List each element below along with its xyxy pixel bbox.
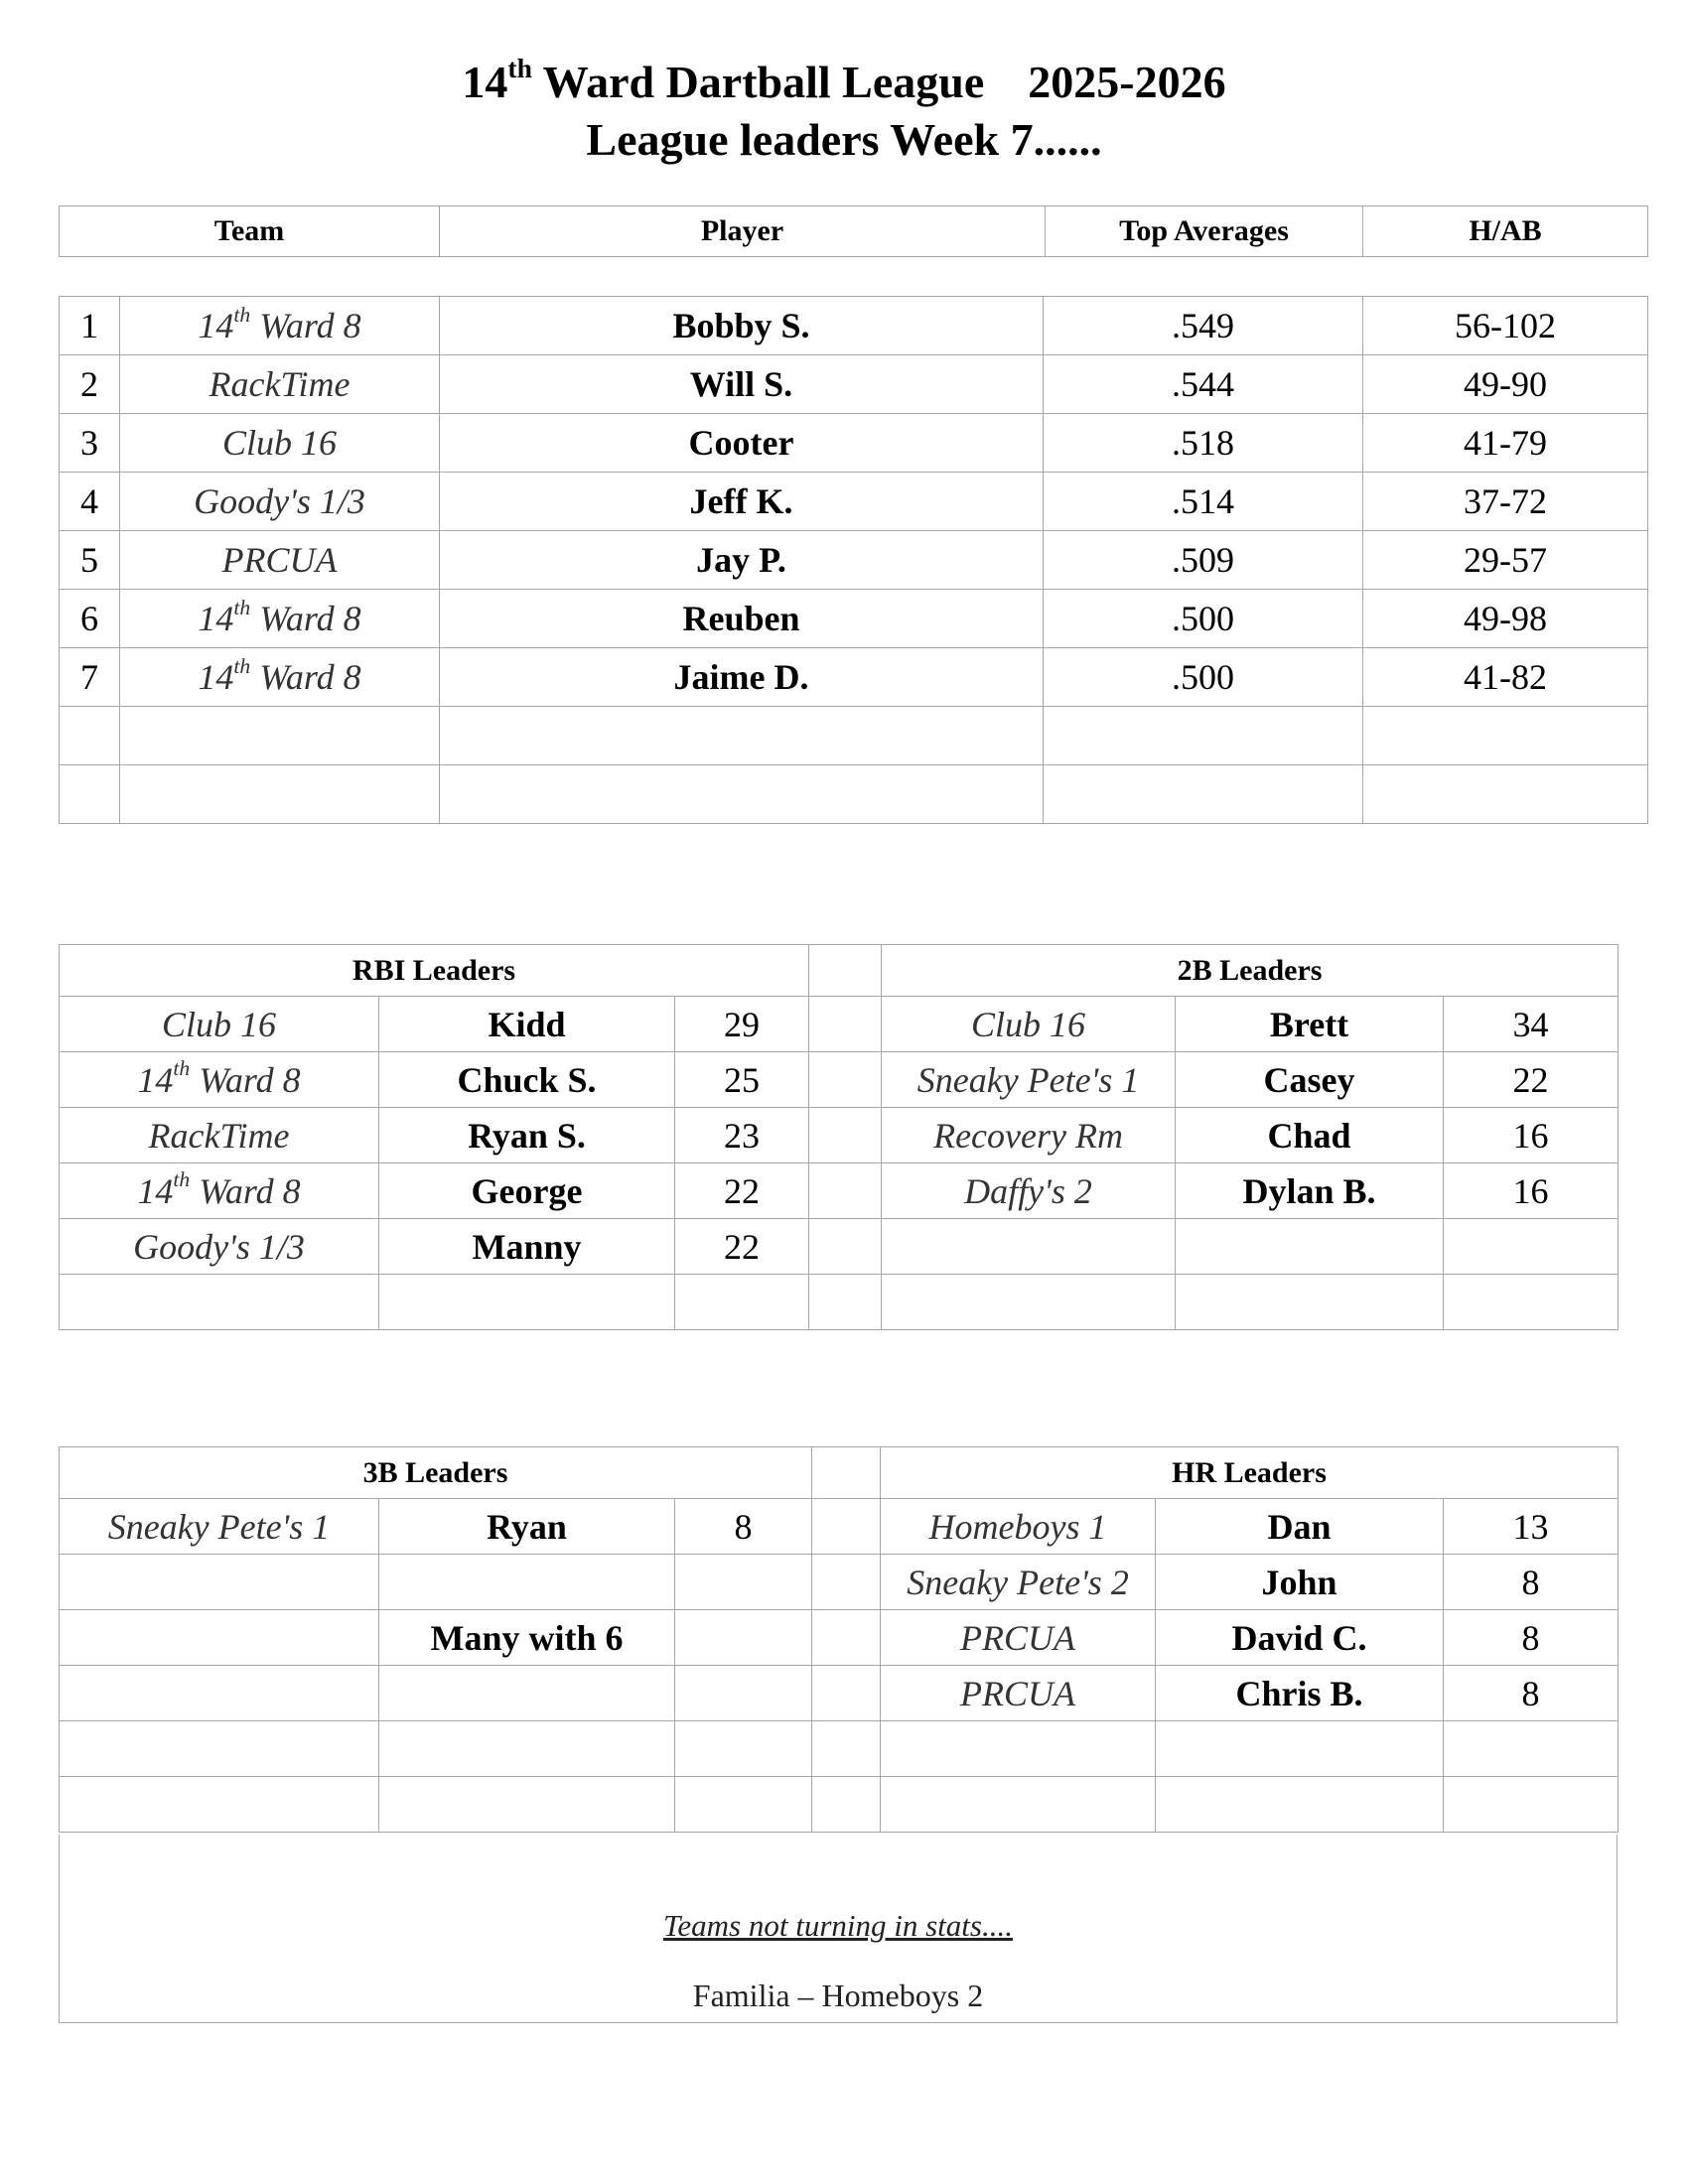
averages-header <box>59 205 1648 257</box>
player-cell: Dan <box>1156 1499 1444 1555</box>
team-cell: PRCUA <box>881 1610 1156 1666</box>
teams-not-reporting-list: Familia – Homeboys 2 <box>692 1978 984 2013</box>
value-cell: 29 <box>675 997 809 1052</box>
team-cell: Daffy's 2 <box>882 1163 1176 1219</box>
value-cell: 8 <box>1444 1666 1618 1721</box>
player-cell: Cooter <box>440 414 1044 473</box>
many-with-note: Many with 6 <box>379 1610 675 1666</box>
team-cell: 14th Ward 8 <box>120 297 440 355</box>
average-cell: .500 <box>1044 648 1363 707</box>
table-row: 6 14th Ward 8 Reuben .500 49-98 <box>60 590 1648 648</box>
team-cell: PRCUA <box>881 1666 1156 1721</box>
table-row: 1 14th Ward 8 Bobby S. .549 56-102 <box>60 297 1648 355</box>
team-cell: Sneaky Pete's 1 <box>60 1499 379 1555</box>
team-cell: RackTime <box>60 1108 379 1163</box>
player-cell: Ryan <box>379 1499 675 1555</box>
team-cell: Club 16 <box>882 997 1176 1052</box>
player-cell: Chad <box>1176 1108 1444 1163</box>
team-cell: Recovery Rm <box>882 1108 1176 1163</box>
team-cell: Goody's 1/3 <box>60 1219 379 1275</box>
player-cell: Casey <box>1176 1052 1444 1108</box>
hab-cell: 41-82 <box>1363 648 1648 707</box>
rbi-2b-table <box>59 944 1618 1330</box>
league-title: 14th Ward Dartball League 2025-2026 <box>462 53 1226 107</box>
value-cell: 25 <box>675 1052 809 1108</box>
value-cell: 8 <box>1444 1555 1618 1610</box>
stats-note-box <box>59 1835 1618 2023</box>
table-row <box>60 765 1648 824</box>
player-cell: Jeff K. <box>440 473 1044 531</box>
player-cell: Reuben <box>440 590 1044 648</box>
average-cell: .549 <box>1044 297 1363 355</box>
team-cell: Homeboys 1 <box>881 1499 1156 1555</box>
average-cell: .514 <box>1044 473 1363 531</box>
team-cell: Goody's 1/3 <box>120 473 440 531</box>
team-cell: 14th Ward 8 <box>60 1052 379 1108</box>
table-row <box>60 1163 1618 1219</box>
hab-cell: 41-79 <box>1363 414 1648 473</box>
player-cell: Kidd <box>379 997 675 1052</box>
table-row <box>60 1666 1618 1721</box>
table-row <box>60 1219 1618 1275</box>
3b-leaders-title: 3B Leaders <box>60 1447 812 1499</box>
table-row: 3 Club 16 Cooter .518 41-79 <box>60 414 1648 473</box>
averages-table <box>59 296 1648 824</box>
value-cell: 22 <box>675 1163 809 1219</box>
value-cell: 13 <box>1444 1499 1618 1555</box>
average-cell: .509 <box>1044 531 1363 590</box>
player-cell: Bobby S. <box>440 297 1044 355</box>
hab-cell: 29-57 <box>1363 531 1648 590</box>
3b-hr-table <box>59 1446 1618 1833</box>
col-player: Player <box>440 206 1046 257</box>
player-cell: Will S. <box>440 355 1044 414</box>
team-cell: 14th Ward 8 <box>120 648 440 707</box>
col-top-averages: Top Averages <box>1046 206 1363 257</box>
average-cell: .518 <box>1044 414 1363 473</box>
rbi-leaders-title: RBI Leaders <box>60 945 809 997</box>
value-cell: 34 <box>1444 997 1618 1052</box>
player-cell: Jaime D. <box>440 648 1044 707</box>
2b-leaders-title: 2B Leaders <box>882 945 1618 997</box>
table-row <box>60 1052 1618 1108</box>
player-cell: Ryan S. <box>379 1108 675 1163</box>
hab-cell: 49-90 <box>1363 355 1648 414</box>
value-cell: 22 <box>675 1219 809 1275</box>
table-row <box>60 1721 1618 1777</box>
value-cell: 8 <box>675 1499 812 1555</box>
table-row <box>60 1275 1618 1330</box>
table-row: 7 14th Ward 8 Jaime D. .500 41-82 <box>60 648 1648 707</box>
player-cell: Brett <box>1176 997 1444 1052</box>
season-label: 2025-2026 <box>1028 57 1226 107</box>
value-cell: 8 <box>1444 1610 1618 1666</box>
hab-cell: 56-102 <box>1363 297 1648 355</box>
player-cell: Chuck S. <box>379 1052 675 1108</box>
value-cell: 16 <box>1444 1108 1618 1163</box>
col-hab: H/AB <box>1363 206 1648 257</box>
table-row <box>60 1555 1618 1610</box>
page-subtitle: League leaders Week 7...... <box>586 114 1102 165</box>
team-cell: 14th Ward 8 <box>120 590 440 648</box>
team-cell: Sneaky Pete's 1 <box>882 1052 1176 1108</box>
team-cell: RackTime <box>120 355 440 414</box>
hr-leaders-title: HR Leaders <box>881 1447 1618 1499</box>
team-cell: PRCUA <box>120 531 440 590</box>
table-row <box>60 707 1648 765</box>
table-row: 5 PRCUA Jay P. .509 29-57 <box>60 531 1648 590</box>
table-row <box>60 997 1618 1052</box>
table-row <box>60 1108 1618 1163</box>
table-row <box>60 1777 1618 1833</box>
value-cell: 23 <box>675 1108 809 1163</box>
player-cell: Jay P. <box>440 531 1044 590</box>
hab-cell: 49-98 <box>1363 590 1648 648</box>
value-cell: 22 <box>1444 1052 1618 1108</box>
table-row: 2 RackTime Will S. .544 49-90 <box>60 355 1648 414</box>
table-row <box>60 1499 1618 1555</box>
player-cell: Manny <box>379 1219 675 1275</box>
team-cell: Club 16 <box>60 997 379 1052</box>
table-row <box>60 1610 1618 1666</box>
table-row: 4 Goody's 1/3 Jeff K. .514 37-72 <box>60 473 1648 531</box>
team-cell: 14th Ward 8 <box>60 1163 379 1219</box>
player-cell: George <box>379 1163 675 1219</box>
col-team: Team <box>60 206 440 257</box>
hab-cell: 37-72 <box>1363 473 1648 531</box>
average-cell: .544 <box>1044 355 1363 414</box>
team-cell: Club 16 <box>120 414 440 473</box>
player-cell: John <box>1156 1555 1444 1610</box>
teams-not-reporting-heading: Teams not turning in stats.... <box>663 1908 1013 1943</box>
player-cell: Chris B. <box>1156 1666 1444 1721</box>
player-cell: Dylan B. <box>1176 1163 1444 1219</box>
value-cell: 16 <box>1444 1163 1618 1219</box>
team-cell: Sneaky Pete's 2 <box>881 1555 1156 1610</box>
average-cell: .500 <box>1044 590 1363 648</box>
player-cell: David C. <box>1156 1610 1444 1666</box>
